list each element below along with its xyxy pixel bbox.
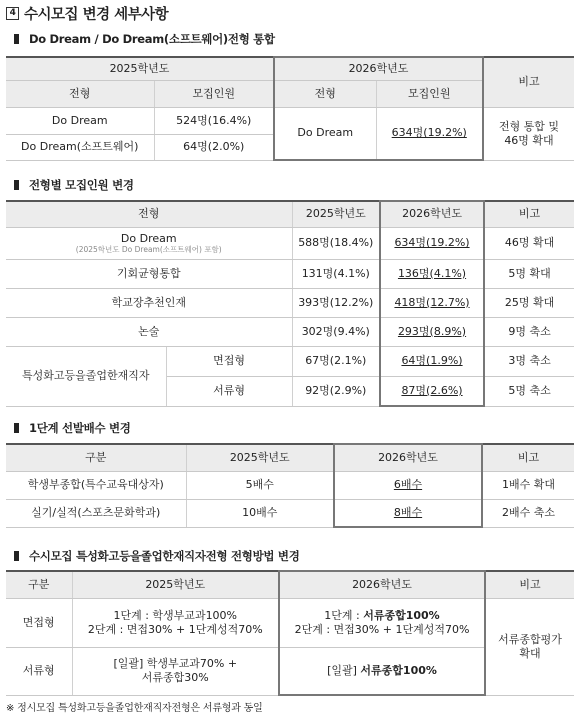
value-2026: 293명(8.9%) (397, 324, 467, 338)
cell-remark: 5명 축소 (484, 376, 574, 406)
cell-2026 (279, 598, 485, 647)
header-2025: 2025학년도 (6, 57, 274, 80)
cell-2025 (72, 598, 279, 647)
new-quota-value: 634명(19.2%) (391, 126, 467, 140)
cell-remark: 25명 확대 (484, 288, 574, 317)
value-2026: 6배수 (393, 478, 423, 492)
section3-heading (14, 420, 131, 436)
cell-type: 논술 (6, 317, 292, 346)
cell-2026 (279, 647, 485, 695)
header-remark: 비고 (483, 57, 574, 107)
cell-cat: 서류형 (6, 647, 72, 695)
header-2025: 2025학년도 (186, 444, 334, 471)
cell-quota: 524명(16.4%) (154, 107, 274, 134)
header-2025: 2025학년도 (292, 201, 380, 227)
line: [일괄] 학생부교과70% + (113, 657, 238, 671)
header-2026: 2026학년도 (380, 201, 484, 227)
cell-2026 (380, 227, 484, 259)
line: 서류종합30% (141, 671, 209, 684)
bullet-square-icon (14, 34, 19, 44)
bullet-square-icon (14, 551, 19, 561)
section1-heading-text: Do Dream / Do Dream(소프트웨어)전형 통합 (29, 32, 275, 46)
section4-heading (14, 548, 300, 564)
cell-remark: 46명 확대 (484, 227, 574, 259)
header-2025: 2025학년도 (72, 571, 279, 598)
cell-cat: 실기/실적(스포츠문화학과) (6, 499, 186, 527)
header-2026: 2026학년도 (274, 57, 483, 80)
footnote: ※ 정시모집 특성화고등을졸업한재직자전형은 서류형과 동일 (6, 703, 263, 714)
cell-remark: 9명 축소 (484, 317, 574, 346)
cell-note (483, 107, 574, 160)
header-quota-2026: 모집인원 (376, 80, 483, 107)
line-prefix: [일괄] (327, 663, 361, 677)
cell-type-dodream (6, 227, 292, 259)
section1-heading (14, 31, 275, 47)
section2-heading (14, 177, 134, 193)
type-subnote: (2025학년도 Do Dream(소프트웨어) 포함) (75, 245, 222, 255)
section1-table (6, 56, 574, 161)
cell-type: 학교장추천인재 (6, 288, 292, 317)
value-2026: 634명(19.2%) (394, 236, 470, 250)
line-bold: 서류종합100% (360, 663, 437, 677)
section2-table (6, 200, 574, 407)
cell-2026 (380, 317, 484, 346)
cell-2025: 67명(2.1%) (292, 346, 380, 376)
line (280, 609, 484, 623)
cell-type-special: 특성화고등을졸업한재직자 (6, 346, 166, 406)
header-2026: 2026학년도 (279, 571, 485, 598)
line-bold: 서류종합100% (363, 608, 440, 622)
cell-remark: 1배수 확대 (482, 471, 574, 499)
line-prefix: 1단계 : (324, 608, 364, 622)
cell-2025: 393명(12.2%) (292, 288, 380, 317)
value-2026: 8배수 (393, 505, 423, 519)
value-2026: 64명(1.9%) (401, 354, 463, 368)
cell-2025: 92명(2.9%) (292, 376, 380, 406)
section3-heading-text: 1단계 선발배수 변경 (29, 421, 131, 435)
value-2026: 418명(12.7%) (394, 295, 470, 309)
header-cat: 구분 (6, 571, 72, 598)
cell-2026 (380, 376, 484, 406)
header-quota-2025: 모집인원 (154, 80, 274, 107)
cell-2026 (334, 499, 482, 527)
cell-2026 (380, 259, 484, 288)
section2-heading-text: 전형별 모집인원 변경 (29, 178, 134, 192)
cell-new-quota (376, 107, 483, 160)
cell-2025: 5배수 (186, 471, 334, 499)
cell-cat: 면접형 (6, 598, 72, 647)
cell-remark: 2배수 축소 (482, 499, 574, 527)
page-title-text: 수시모집 변경 세부사항 (24, 7, 169, 23)
section3-table (6, 443, 574, 528)
remark-text: 서류종합평가 확대 (498, 632, 562, 660)
cell-2025: 302명(9.4%) (292, 317, 380, 346)
cell-2026 (380, 288, 484, 317)
cell-remark (485, 598, 574, 695)
cell-subtype: 서류형 (166, 376, 292, 406)
header-type-2026: 전형 (274, 80, 376, 107)
section4-heading-text: 수시모집 특성화고등을졸업한재직자전형 전형방법 변경 (29, 549, 300, 563)
header-type: 전형 (6, 201, 292, 227)
cell-2026 (334, 471, 482, 499)
cell-2025 (72, 647, 279, 695)
value-2026: 87명(2.6%) (401, 383, 463, 397)
cell-quota: 64명(2.0%) (154, 134, 274, 160)
cell-2025: 10배수 (186, 499, 334, 527)
cell-type: 기회균형통합 (6, 259, 292, 288)
bullet-square-icon (14, 423, 19, 433)
cell-type: Do Dream (6, 107, 154, 134)
cell-new-type: Do Dream (274, 107, 376, 160)
cell-remark: 5명 확대 (484, 259, 574, 288)
cell-2025: 131명(4.1%) (292, 259, 380, 288)
line: 1단계 : 학생부교과100% (113, 608, 238, 622)
type-name: Do Dream (120, 232, 177, 246)
line: 2단계 : 면접30% + 1단계성적70% (87, 622, 263, 636)
cell-cat: 학생부종합(특수교육대상자) (6, 471, 186, 499)
section-number-box: 4 (6, 7, 19, 20)
header-remark: 비고 (485, 571, 574, 598)
cell-2026 (380, 346, 484, 376)
page-title (6, 3, 168, 24)
section4-table (6, 570, 574, 696)
header-2026: 2026학년도 (334, 444, 482, 471)
cell-remark: 3명 축소 (484, 346, 574, 376)
header-type-2025: 전형 (6, 80, 154, 107)
bullet-square-icon (14, 180, 19, 190)
cell-type: Do Dream(소프트웨어) (6, 134, 154, 160)
header-remark: 비고 (484, 201, 574, 227)
note-text: 전형 통합 및 46명 확대 (498, 119, 560, 147)
header-cat: 구분 (6, 444, 186, 471)
line: 2단계 : 면접30% + 1단계성적70% (294, 622, 470, 636)
cell-2025: 588명(18.4%) (292, 227, 380, 259)
cell-subtype: 면접형 (166, 346, 292, 376)
header-remark: 비고 (482, 444, 574, 471)
value-2026: 136명(4.1%) (397, 266, 467, 280)
